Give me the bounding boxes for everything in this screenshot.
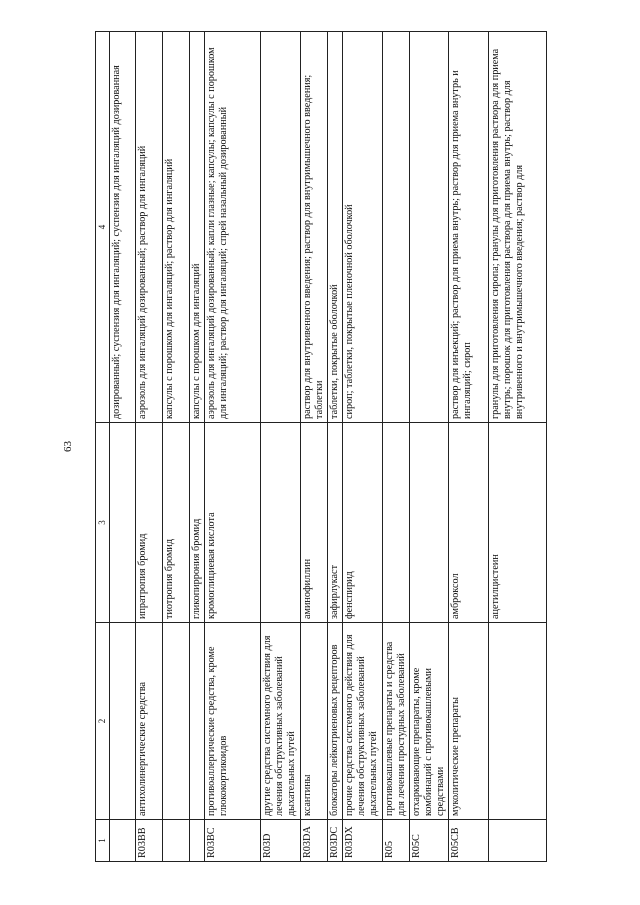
group-cell: отхаркивающие препараты, кроме комбинаций с противокашлевыми средствами [410,623,449,820]
group-cell: ксантины [301,623,328,820]
code-cell: R05C [410,820,449,862]
forms-cell [383,32,410,423]
drug-cell: аминофиллин [301,423,328,623]
header-cell: 3 [96,423,110,623]
drug-cell: кромоглициевая кислота [205,423,261,623]
drug-cell [410,423,449,623]
group-cell [489,623,547,820]
drug-table [95,31,547,862]
drug-cell: амброксол [449,423,489,623]
table-row [136,32,163,862]
forms-cell: гранулы для приготовления сиропа; гранулы для приготовления раствора для приема внутрь; порошок для приготовления раствора для приема внутрь; раствор для внутривенного и внутримышечного введения; раствор для [489,32,547,423]
drug-cell: ацетилцистеин [489,423,547,623]
table-row [449,32,489,862]
header-cell: 1 [96,820,110,862]
code-cell: R03DC [328,820,343,862]
code-cell: R03BC [205,820,261,862]
drug-cell [261,423,301,623]
code-cell [110,820,136,862]
table-row [343,32,383,862]
group-cell [163,623,190,820]
group-cell: другие средства системного действия для лечения обструктивных заболеваний дыхательных путей [261,623,301,820]
code-cell: R05CB [449,820,489,862]
drug-cell: зафирлукаст [328,423,343,623]
group-cell: противоаллергические средства, кроме глюкокортикоидов [205,623,261,820]
group-cell: прочие средства системного действия для лечения обструктивных заболеваний дыхательных путей [343,623,383,820]
table-row [190,32,205,862]
table-row [383,32,410,862]
code-cell: R03DA [301,820,328,862]
drug-cell [110,423,136,623]
drug-cell: гликопиррония бромид [190,423,205,623]
group-cell: антихолинергические средства [136,623,163,820]
forms-cell: аэрозоль для ингаляций дозированный; капли глазные; капсулы; капсулы с порошком для ингаляций; раствор для ингаляций; спрей назальный дозированный [205,32,261,423]
forms-cell: аэрозоль для ингаляций дозированный; раствор для ингаляций [136,32,163,423]
code-cell [163,820,190,862]
code-cell: R03DX [343,820,383,862]
forms-cell [261,32,301,423]
table-row [205,32,261,862]
forms-cell: капсулы с порошком для ингаляций [190,32,205,423]
code-cell: R03BB [136,820,163,862]
table-row [110,32,136,862]
group-cell: блокаторы лейкотриеновых рецепторов [328,623,343,820]
code-cell: R03D [261,820,301,862]
table-row [410,32,449,862]
header-cell: 4 [96,32,110,423]
forms-cell: сироп; таблетки, покрытые пленочной оболочкой [343,32,383,423]
group-cell: муколитические препараты [449,623,489,820]
forms-cell: дозированный; суспензия для ингаляций; суспензия для ингаляций дозированная [110,32,136,423]
drug-cell [383,423,410,623]
rotated-table-container [95,32,575,862]
code-cell: R05 [383,820,410,862]
table-row [163,32,190,862]
drug-cell: фенспирид [343,423,383,623]
forms-cell: таблетки, покрытые оболочкой [328,32,343,423]
forms-cell: раствор для внутривенного введения; раствор для внутримышечного введения; таблетки [301,32,328,423]
group-cell [110,623,136,820]
forms-cell [410,32,449,423]
page-number: 63 [62,441,74,452]
group-cell: противокашлевые препараты и средства для лечения простудных заболеваний [383,623,410,820]
forms-cell: капсулы с порошком для ингаляций; раствор для ингаляций [163,32,190,423]
table-row [328,32,343,862]
header-cell: 2 [96,623,110,820]
table-row [301,32,328,862]
drug-cell: ипратропия бромид [136,423,163,623]
code-cell [190,820,205,862]
table-row [489,32,547,862]
code-cell [489,820,547,862]
drug-cell: тиотропия бромид [163,423,190,623]
table-row [261,32,301,862]
header-row [96,32,110,862]
forms-cell: раствор для инъекций; раствор для приема внутрь; раствор для приема внутрь и ингаляций; сироп [449,32,489,423]
group-cell [190,623,205,820]
